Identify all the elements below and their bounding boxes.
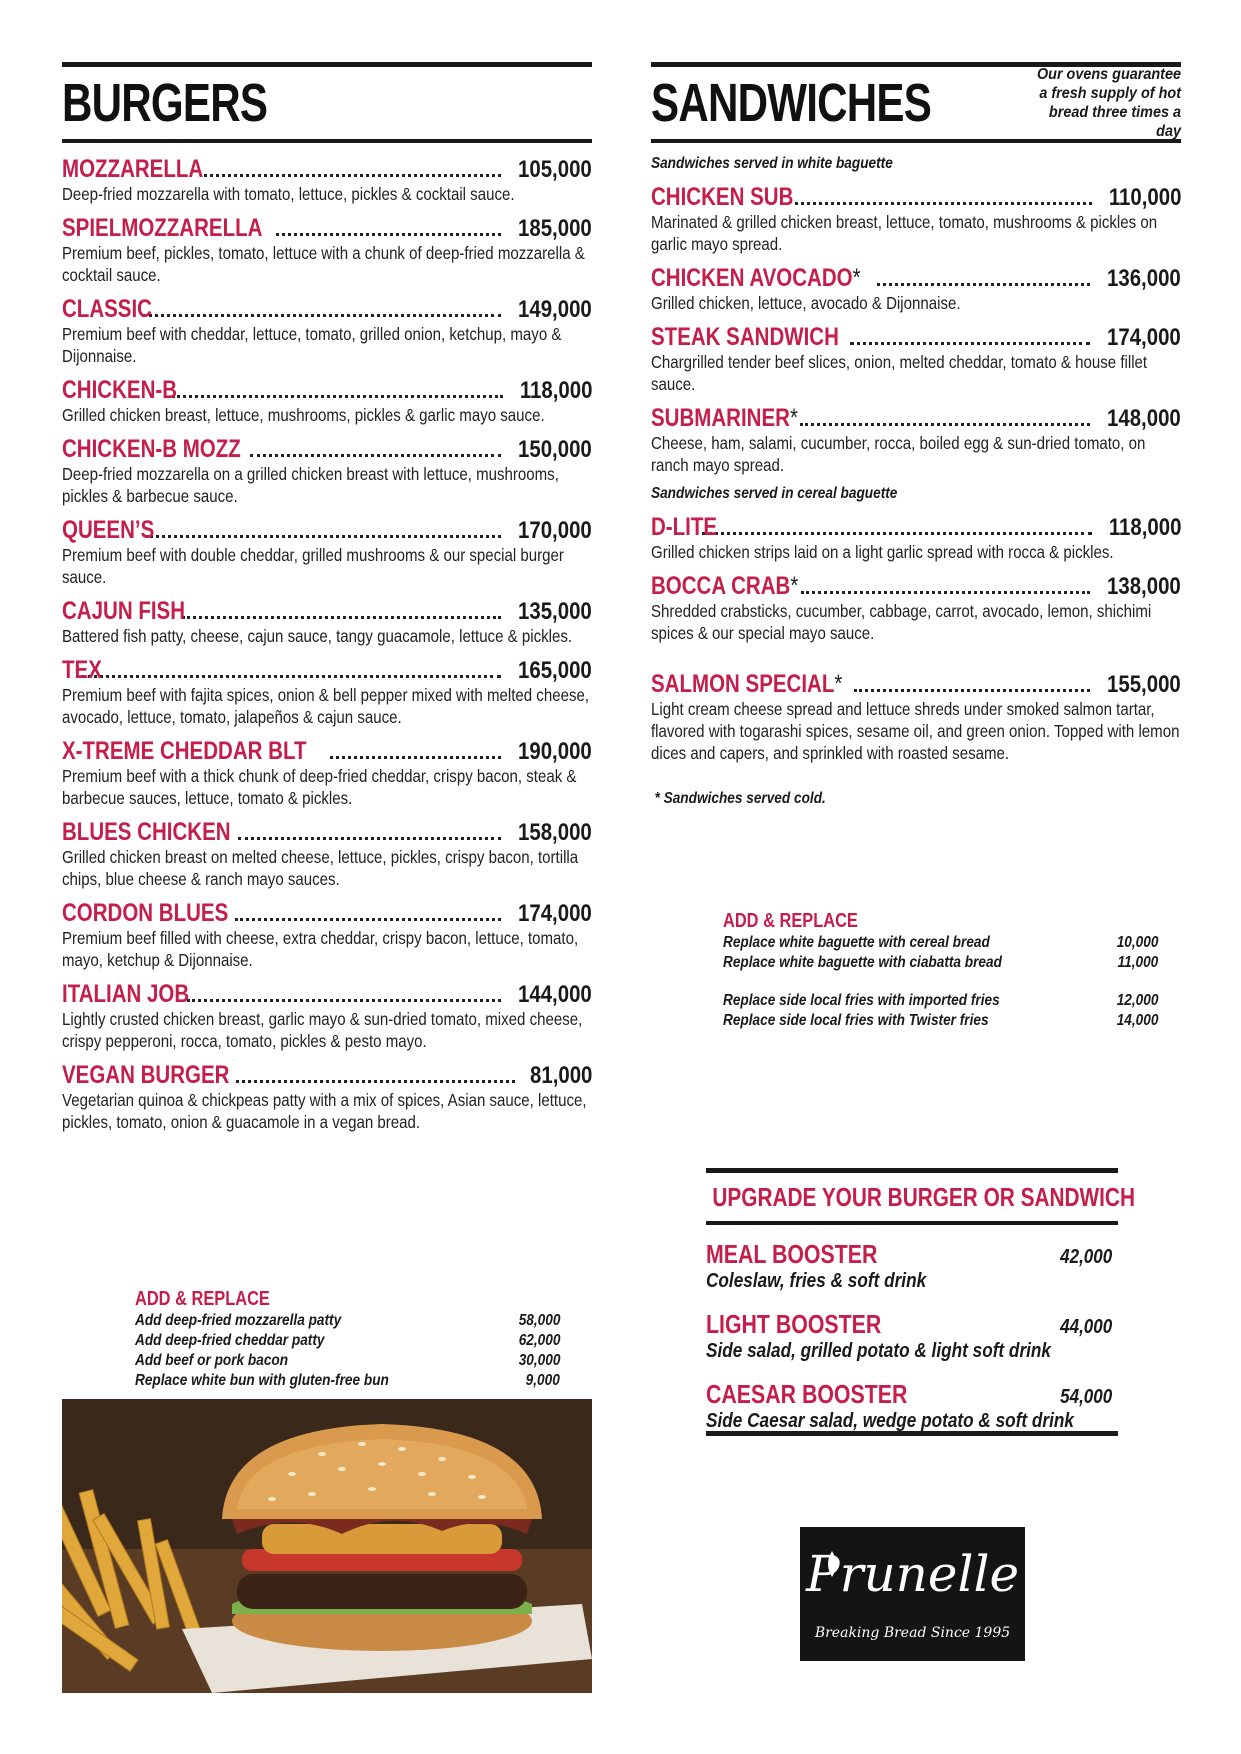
add-replace-label: Replace side local fries with imported fries bbox=[723, 992, 1000, 1009]
menu-item-description: Grilled chicken breast, lettuce, mushrooms, pickles & garlic mayo sauce. bbox=[62, 405, 545, 425]
menu-item bbox=[62, 1061, 592, 1133]
menu-item-price: 144,000 bbox=[518, 981, 592, 1008]
menu-item-description: Vegetarian quinoa & chickpeas patty with a mix of spices, Asian sauce, lettuce, pickles, tomato, onion & guacamole in a vegan bread. bbox=[62, 1090, 587, 1132]
menu-item bbox=[62, 435, 592, 507]
cold-sandwich-note: * Sandwiches served cold. bbox=[654, 790, 826, 807]
menu-item-name bbox=[651, 183, 793, 212]
menu-item-price: 155,000 bbox=[1107, 671, 1181, 698]
dot-leader bbox=[801, 591, 1091, 594]
menu-item-price: 118,000 bbox=[519, 377, 592, 404]
menu-item-name bbox=[62, 597, 185, 626]
menu-item bbox=[651, 513, 1181, 563]
dot-leader bbox=[204, 174, 501, 177]
menu-item-price: 136,000 bbox=[1107, 265, 1181, 292]
sandwiches-add-replace bbox=[723, 910, 1158, 1031]
burgers-header bbox=[62, 67, 592, 139]
add-replace-label: Replace side local fries with Twister fries bbox=[723, 1012, 989, 1029]
menu-item-name bbox=[651, 670, 842, 699]
menu-item-description: Premium beef, pickles, tomato, lettuce with a chunk of deep-fried mozzarella & cocktail sauce. bbox=[62, 243, 585, 285]
menu-item-name bbox=[62, 376, 177, 405]
menu-item-name-text: CORDON BLUES bbox=[62, 899, 229, 927]
upgrade-box bbox=[706, 1168, 1135, 1436]
menu-item bbox=[651, 183, 1181, 255]
menu-item-name bbox=[62, 295, 152, 324]
burgers-list bbox=[62, 155, 592, 1133]
sandwiches-add-replace-rows bbox=[723, 933, 1158, 1031]
menu-item-header bbox=[651, 323, 1181, 351]
add-replace-row bbox=[723, 933, 1158, 953]
menu-item bbox=[62, 214, 592, 286]
menu-item-header bbox=[62, 516, 592, 544]
menu-item-description: Premium beef with cheddar, lettuce, tomato, grilled onion, ketchup, mayo & Dijonnaise. bbox=[62, 324, 562, 366]
menu-item-price: 118,000 bbox=[1108, 514, 1181, 541]
white-baguette-list bbox=[651, 183, 1181, 476]
dot-leader bbox=[81, 675, 502, 678]
menu-item-header bbox=[62, 295, 592, 323]
sandwiches-section bbox=[651, 62, 1181, 818]
dot-leader bbox=[235, 918, 501, 921]
menu-item-name bbox=[651, 323, 839, 352]
upgrade-item-header bbox=[706, 1309, 1118, 1340]
menu-item-header bbox=[651, 513, 1181, 541]
menu-item-price: 135,000 bbox=[518, 598, 592, 625]
add-replace-row bbox=[135, 1351, 560, 1371]
menu-item-name bbox=[62, 1061, 229, 1090]
dot-leader bbox=[276, 233, 501, 236]
upgrade-item-description: Side salad, grilled potato & light soft drink bbox=[706, 1340, 1051, 1362]
add-replace-price: 62,000 bbox=[518, 1332, 560, 1349]
menu-item-description: Deep-fried mozzarella on a grilled chicken breast with lettuce, mushrooms, pickles & barbecue sauce. bbox=[62, 464, 559, 506]
menu-item bbox=[62, 818, 592, 890]
add-replace-row bbox=[723, 1011, 1158, 1031]
dot-leader bbox=[142, 314, 502, 317]
menu-item-name-text: SUBMARINER bbox=[651, 404, 790, 432]
menu-item-price: 150,000 bbox=[518, 436, 592, 463]
menu-item-name bbox=[651, 513, 717, 542]
add-replace-label: Add beef or pork bacon bbox=[135, 1352, 289, 1369]
menu-item-name bbox=[62, 155, 203, 184]
cereal-baguette-note: Sandwiches served in cereal baguette bbox=[651, 485, 898, 502]
menu-item-name-text: MOZZARELLA bbox=[62, 155, 204, 183]
menu-item-description: Light cream cheese spread and lettuce shreds under smoked salmon tartar, flavored with togarashi spices, sesame oil, and green onion. Topped with lemon dices and capers, and sprinkled with roasted sesame. bbox=[651, 699, 1180, 763]
menu-item-header bbox=[651, 670, 1181, 698]
menu-item-description: Shredded crabsticks, cucumber, cabbage, carrot, avocado, lemon, shichimi spices & our special mayo sauce. bbox=[651, 601, 1152, 643]
add-replace-label: Add deep-fried mozzarella patty bbox=[135, 1312, 342, 1329]
menu-item-price: 149,000 bbox=[518, 296, 592, 323]
menu-item-header bbox=[651, 404, 1181, 432]
burgers-add-replace-title: ADD & REPLACE bbox=[135, 1288, 270, 1310]
menu-item-description: Grilled chicken, lettuce, avocado & Dijonnaise. bbox=[651, 293, 961, 313]
dot-leader bbox=[702, 532, 1092, 535]
menu-item bbox=[62, 980, 592, 1052]
add-replace-row bbox=[723, 953, 1158, 973]
menu-item-description: Cheese, ham, salami, cucumber, rocca, boiled egg & sun-dried tomato, on ranch mayo spread. bbox=[651, 433, 1146, 475]
menu-item-header bbox=[62, 597, 592, 625]
menu-item-name-text: CHICKEN AVOCADO bbox=[651, 264, 853, 292]
cold-marker: * bbox=[852, 264, 861, 292]
menu-item-name bbox=[62, 516, 154, 545]
dot-leader bbox=[182, 616, 501, 619]
menu-item-price: 105,000 bbox=[518, 156, 592, 183]
menu-item-name-text: QUEEN’S bbox=[62, 516, 155, 544]
upgrade-item-name: CAESAR BOOSTER bbox=[706, 1379, 908, 1409]
menu-item-price: 174,000 bbox=[518, 900, 592, 927]
menu-item-header bbox=[62, 818, 592, 846]
menu-item-name-text: X-TREME CHEDDAR BLT bbox=[62, 737, 307, 765]
menu-item-name bbox=[62, 214, 262, 243]
upgrade-item bbox=[706, 1239, 1118, 1301]
menu-item-header bbox=[62, 435, 592, 463]
cold-marker: * bbox=[789, 404, 798, 432]
dot-leader bbox=[250, 454, 501, 457]
dot-leader bbox=[330, 756, 501, 759]
menu-item-description: Battered fish patty, cheese, cajun sauce, tangy guacamole, lettuce & pickles. bbox=[62, 626, 573, 646]
menu-item-price: 81,000 bbox=[529, 1062, 592, 1089]
add-replace-row bbox=[135, 1371, 560, 1391]
menu-item bbox=[62, 899, 592, 971]
menu-item-header bbox=[62, 1061, 592, 1089]
menu-item-name-text: ITALIAN JOB bbox=[62, 980, 190, 1008]
add-replace-price: 9,000 bbox=[525, 1372, 560, 1389]
menu-item-description: Grilled chicken breast on melted cheese, lettuce, pickles, crispy bacon, tortilla chips, blue cheese & ranch mayo sauces. bbox=[62, 847, 579, 889]
dot-leader bbox=[850, 342, 1090, 345]
menu-item bbox=[651, 264, 1181, 314]
menu-item-name bbox=[62, 737, 306, 766]
menu-item-name-text: CLASSIC bbox=[62, 295, 152, 323]
menu-item bbox=[651, 572, 1181, 644]
menu-item-name bbox=[62, 435, 241, 464]
menu-item-price: 158,000 bbox=[518, 819, 592, 846]
dot-leader bbox=[172, 395, 502, 398]
upgrade-item-description: Side Caesar salad, wedge potato & soft drink bbox=[706, 1410, 1074, 1432]
menu-item-header bbox=[651, 183, 1181, 211]
add-replace-price: 10,000 bbox=[1116, 934, 1158, 951]
menu-item-name bbox=[651, 404, 798, 433]
add-replace-price: 58,000 bbox=[518, 1312, 560, 1329]
dot-leader bbox=[236, 1080, 514, 1083]
upgrade-item-price: 42,000 bbox=[1060, 1246, 1112, 1268]
menu-item bbox=[62, 376, 592, 426]
menu-item-name bbox=[62, 980, 189, 1009]
burger-photo bbox=[62, 1399, 592, 1693]
menu-item bbox=[62, 597, 592, 647]
menu-item bbox=[62, 155, 592, 205]
menu-item-header bbox=[651, 572, 1181, 600]
dot-leader bbox=[238, 837, 502, 840]
upgrade-item-description: Coleslaw, fries & soft drink bbox=[706, 1270, 927, 1292]
logo-name: Prunelle bbox=[805, 1545, 1020, 1603]
menu-item-name-text: TEX bbox=[62, 656, 102, 684]
add-replace-row bbox=[135, 1311, 560, 1331]
menu-item-header bbox=[62, 980, 592, 1008]
dot-leader bbox=[877, 283, 1091, 286]
menu-item-name bbox=[651, 264, 861, 293]
menu-item-name-text: CHICKEN-B bbox=[62, 376, 178, 404]
menu-item bbox=[62, 737, 592, 809]
add-replace-label: Replace white baguette with ciabatta bread bbox=[723, 954, 1002, 971]
menu-item-header bbox=[62, 899, 592, 927]
sandwiches-title: SANDWICHES bbox=[651, 73, 932, 133]
menu-item-price: 138,000 bbox=[1107, 573, 1181, 600]
dot-leader bbox=[145, 535, 502, 538]
add-replace-row bbox=[723, 991, 1158, 1011]
menu-item-description: Premium beef with fajita spices, onion & bell pepper mixed with melted cheese, avocado, lettuce, tomato, jalapeños & cajun sauce. bbox=[62, 685, 590, 727]
burgers-add-replace bbox=[135, 1288, 560, 1391]
upgrade-item-price: 54,000 bbox=[1060, 1386, 1112, 1408]
menu-item bbox=[62, 656, 592, 728]
menu-item-price: 190,000 bbox=[518, 738, 592, 765]
upgrade-item-name: MEAL BOOSTER bbox=[706, 1239, 878, 1269]
burgers-add-replace-rows bbox=[135, 1311, 560, 1391]
menu-item bbox=[651, 670, 1181, 764]
menu-item bbox=[62, 295, 592, 367]
dot-leader bbox=[795, 202, 1092, 205]
burgers-header-rule bbox=[62, 139, 592, 143]
menu-item-description: Marinated & grilled chicken breast, lettuce, tomato, mushrooms & pickles on garlic mayo spread. bbox=[651, 212, 1158, 254]
dot-leader bbox=[187, 999, 501, 1002]
upgrade-item-price: 44,000 bbox=[1060, 1316, 1112, 1338]
menu-item-price: 165,000 bbox=[518, 657, 592, 684]
upgrade-item bbox=[706, 1309, 1118, 1371]
add-replace-label: Add deep-fried cheddar patty bbox=[135, 1332, 325, 1349]
menu-item-name bbox=[62, 818, 231, 847]
burgers-title: BURGERS bbox=[62, 73, 268, 133]
menu-item-header bbox=[651, 264, 1181, 292]
burgers-section bbox=[62, 62, 592, 1142]
menu-item-header bbox=[62, 737, 592, 765]
menu-item-price: 148,000 bbox=[1107, 405, 1181, 432]
menu-item bbox=[651, 404, 1181, 476]
menu-item-price: 170,000 bbox=[518, 517, 592, 544]
menu-item-description: Chargrilled tender beef slices, onion, melted cheddar, tomato & house fillet sauce. bbox=[651, 352, 1148, 394]
cold-marker: * bbox=[790, 572, 799, 600]
menu-item-name-text: CHICKEN-B MOZZ bbox=[62, 435, 241, 463]
menu-item-name-text: VEGAN BURGER bbox=[62, 1061, 230, 1089]
menu-item-description: Grilled chicken strips laid on a light garlic spread with rocca & pickles. bbox=[651, 542, 1114, 562]
add-replace-label: Replace white baguette with cereal bread bbox=[723, 934, 990, 951]
menu-item bbox=[62, 516, 592, 588]
burger-illustration bbox=[62, 1399, 592, 1693]
upgrade-list bbox=[706, 1225, 1118, 1431]
menu-item-name-text: D-LITE bbox=[651, 513, 718, 541]
add-replace-price: 14,000 bbox=[1116, 1012, 1158, 1029]
menu-item-price: 110,000 bbox=[1108, 184, 1181, 211]
menu-item-name bbox=[62, 656, 102, 685]
sandwiches-header bbox=[651, 67, 1181, 139]
menu-item-header bbox=[62, 656, 592, 684]
upgrade-item bbox=[706, 1379, 1118, 1441]
menu-item-name-text: CAJUN FISH bbox=[62, 597, 186, 625]
menu-item-description: Premium beef with double cheddar, grilled mushrooms & our special burger sauce. bbox=[62, 545, 564, 587]
menu-item bbox=[651, 323, 1181, 395]
menu-item-name-text: STEAK SANDWICH bbox=[651, 323, 839, 351]
menu-item-description: Premium beef filled with cheese, extra cheddar, crispy bacon, lettuce, tomato, mayo, ketchup & Dijonnaise. bbox=[62, 928, 579, 970]
menu-item-price: 185,000 bbox=[518, 215, 592, 242]
menu-item-name bbox=[651, 572, 798, 601]
menu-item-name-text: BLUES CHICKEN bbox=[62, 818, 231, 846]
prunelle-logo bbox=[800, 1527, 1025, 1661]
cereal-baguette-list bbox=[651, 513, 1181, 764]
upgrade-item-header bbox=[706, 1239, 1118, 1270]
menu-item-name-text: CHICKEN SUB bbox=[651, 183, 794, 211]
menu-item-price: 174,000 bbox=[1107, 324, 1181, 351]
upgrade-item-name: LIGHT BOOSTER bbox=[706, 1309, 882, 1339]
cold-marker: * bbox=[834, 670, 843, 698]
upgrade-title: UPGRADE YOUR BURGER OR SANDWICH bbox=[712, 1182, 1135, 1212]
menu-item-header bbox=[62, 376, 592, 404]
add-replace-price: 12,000 bbox=[1116, 992, 1158, 1009]
menu-item-name-text: SALMON SPECIAL bbox=[651, 670, 835, 698]
menu-item-header bbox=[62, 214, 592, 242]
menu-item-header bbox=[62, 155, 592, 183]
add-replace-price: 11,000 bbox=[1117, 954, 1158, 971]
menu-item-name bbox=[62, 899, 228, 928]
logo-tagline: Breaking Bread Since 1995 bbox=[814, 1625, 1011, 1641]
sandwiches-add-replace-title: ADD & REPLACE bbox=[723, 910, 858, 932]
add-replace-row bbox=[135, 1331, 560, 1351]
upgrade-item-header bbox=[706, 1379, 1118, 1410]
add-replace-price: 30,000 bbox=[518, 1352, 560, 1369]
white-baguette-note: Sandwiches served in white baguette bbox=[651, 155, 893, 172]
sandwiches-bread-note: Our ovens guarantee a fresh supply of hot bread three times a day bbox=[1036, 66, 1181, 140]
dot-leader bbox=[800, 423, 1090, 426]
menu-item-name-text: SPIELMOZZARELLA bbox=[62, 214, 263, 242]
menu-item-name-text: BOCCA CRAB bbox=[651, 572, 791, 600]
menu-item-description: Lightly crusted chicken breast, garlic mayo & sun-dried tomato, mixed cheese, crispy pepperoni, rocca, tomato, pickles & pesto mayo. bbox=[62, 1009, 583, 1051]
menu-item-description: Deep-fried mozzarella with tomato, lettuce, pickles & cocktail sauce. bbox=[62, 184, 515, 204]
add-replace-label: Replace white bun with gluten-free bun bbox=[135, 1372, 389, 1389]
menu-item-description: Premium beef with a thick chunk of deep-fried cheddar, crispy bacon, steak & barbecue sauces, lettuce, tomato & pickles. bbox=[62, 766, 577, 808]
dot-leader bbox=[854, 689, 1090, 692]
